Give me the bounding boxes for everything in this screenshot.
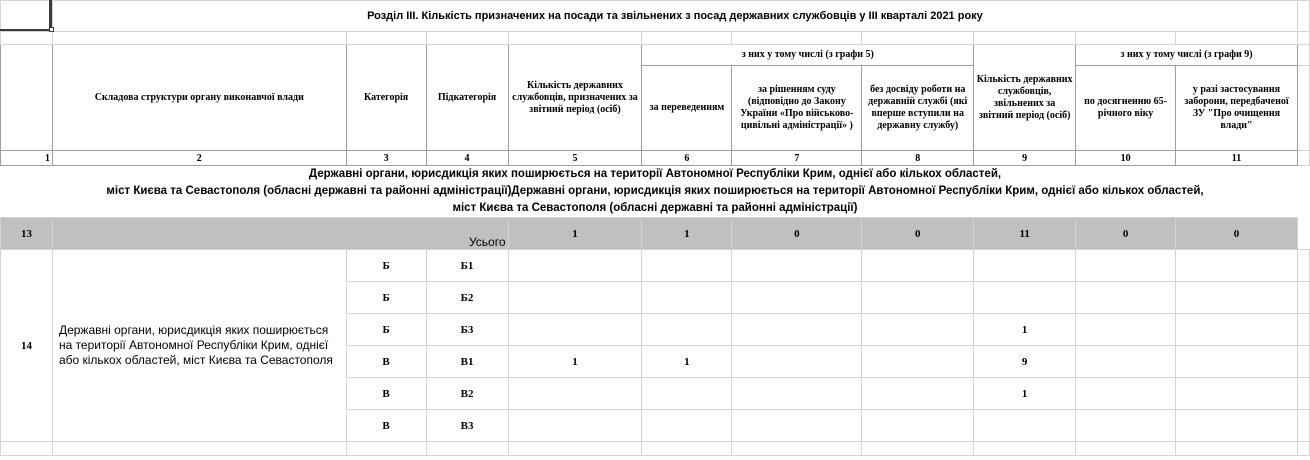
total-court: 0 xyxy=(732,218,862,250)
dismissed-cell[interactable] xyxy=(974,282,1076,314)
col-num-4: 4 xyxy=(426,151,508,166)
category-cell[interactable]: В xyxy=(346,410,426,442)
header-category: Категорія xyxy=(346,45,426,151)
dismissed-cell[interactable]: 9 xyxy=(974,346,1076,378)
transfer-cell[interactable] xyxy=(642,410,732,442)
cell-blank[interactable] xyxy=(1,32,53,45)
header-transfer: за переведенням xyxy=(642,66,732,151)
col-num-3: 3 xyxy=(346,151,426,166)
transfer-cell[interactable] xyxy=(642,282,732,314)
subcategory-cell[interactable]: В1 xyxy=(426,346,508,378)
lustration-cell[interactable] xyxy=(1176,346,1298,378)
category-cell[interactable]: Б xyxy=(346,250,426,282)
cell-blank[interactable] xyxy=(1297,410,1309,442)
category-cell[interactable]: Б xyxy=(346,282,426,314)
dismissed-cell[interactable]: 1 xyxy=(974,314,1076,346)
cell-blank[interactable] xyxy=(426,32,508,45)
cell-blank[interactable] xyxy=(1,442,53,456)
col-num-5: 5 xyxy=(508,151,642,166)
dismissed-cell[interactable] xyxy=(974,250,1076,282)
total-age-65: 0 xyxy=(1076,218,1176,250)
appointed-cell[interactable] xyxy=(508,378,642,410)
dismissed-cell[interactable] xyxy=(974,410,1076,442)
subcategory-cell[interactable]: Б2 xyxy=(426,282,508,314)
no-experience-cell[interactable] xyxy=(862,346,974,378)
cell-blank[interactable] xyxy=(1297,346,1309,378)
dismissed-cell[interactable]: 1 xyxy=(974,378,1076,410)
court-cell[interactable] xyxy=(732,314,862,346)
court-cell[interactable] xyxy=(732,378,862,410)
cell-blank[interactable] xyxy=(1297,1,1309,32)
age-65-cell[interactable] xyxy=(1076,282,1176,314)
lustration-cell[interactable] xyxy=(1176,378,1298,410)
transfer-cell[interactable] xyxy=(642,250,732,282)
cell-blank[interactable] xyxy=(1176,442,1298,456)
report-title: Розділ ІІІ. Кількість призначених на посади та звільнених з посад державних службовців у ІІІ кварталі 2021 року xyxy=(52,1,1297,32)
col-num-6: 6 xyxy=(642,151,732,166)
subcategory-cell[interactable]: В2 xyxy=(426,378,508,410)
cell-blank[interactable] xyxy=(508,32,642,45)
col-num-1: 1 xyxy=(1,151,53,166)
total-dismissed: 11 xyxy=(974,218,1076,250)
appointed-cell[interactable] xyxy=(508,250,642,282)
cell-blank[interactable] xyxy=(862,442,974,456)
age-65-cell[interactable] xyxy=(1076,378,1176,410)
cell-blank[interactable] xyxy=(1297,151,1309,166)
header-lustration: у разі застосування заборони, передбаченої ЗУ "Про очищення влади" xyxy=(1176,66,1298,151)
appointed-cell[interactable]: 1 xyxy=(508,346,642,378)
total-transfer: 1 xyxy=(642,218,732,250)
cell-blank[interactable] xyxy=(52,32,346,45)
cell-blank[interactable] xyxy=(1297,442,1309,456)
col-num-8: 8 xyxy=(862,151,974,166)
cell-blank[interactable] xyxy=(642,32,732,45)
cell-blank[interactable] xyxy=(1297,218,1309,250)
header-age-65: по досягненню 65-річного віку xyxy=(1076,66,1176,151)
cell-blank[interactable] xyxy=(508,442,642,456)
total-row xyxy=(1,218,1310,250)
cell-blank[interactable] xyxy=(1297,378,1309,410)
section-line-1: Державні органи, юрисдикція яких поширюється на території Автономної Республіки Крим, однієї або кількох областей, xyxy=(308,168,1002,180)
cell-blank[interactable] xyxy=(1297,32,1309,45)
cell-blank[interactable] xyxy=(1297,314,1309,346)
transfer-cell[interactable] xyxy=(642,314,732,346)
no-experience-cell[interactable] xyxy=(862,314,974,346)
category-cell[interactable]: Б xyxy=(346,314,426,346)
age-65-cell[interactable] xyxy=(1076,314,1176,346)
category-cell[interactable]: В xyxy=(346,346,426,378)
cell-blank[interactable] xyxy=(862,32,974,45)
total-appointed: 1 xyxy=(508,218,642,250)
col-num-9: 9 xyxy=(974,151,1076,166)
cell-blank[interactable] xyxy=(426,442,508,456)
age-65-cell[interactable] xyxy=(1076,250,1176,282)
cell-blank[interactable] xyxy=(974,442,1076,456)
header-group-9: з них у тому числі (з графи 9) xyxy=(1076,45,1298,66)
cell-corner[interactable] xyxy=(1,1,53,32)
cell-blank[interactable] xyxy=(346,442,426,456)
subcategory-cell[interactable]: Б3 xyxy=(426,314,508,346)
total-row-number: 13 xyxy=(1,218,53,250)
header-blank xyxy=(1,45,53,151)
cell-blank[interactable] xyxy=(346,32,426,45)
subcategory-cell[interactable]: В3 xyxy=(426,410,508,442)
header-structure: Складова структури органу виконавчої влади xyxy=(52,45,346,151)
header-appointed: Кількість державних службовців, призначених за звітний період (осіб) xyxy=(508,45,642,151)
selection-border-bottom xyxy=(0,29,52,31)
court-cell[interactable] xyxy=(732,410,862,442)
subcategory-cell[interactable]: Б1 xyxy=(426,250,508,282)
transfer-cell[interactable]: 1 xyxy=(642,346,732,378)
appointed-cell[interactable] xyxy=(508,410,642,442)
no-experience-cell[interactable] xyxy=(862,378,974,410)
col-num-2: 2 xyxy=(52,151,346,166)
lustration-cell[interactable] xyxy=(1176,314,1298,346)
data-row-number: 14 xyxy=(1,250,53,442)
transfer-cell[interactable] xyxy=(642,378,732,410)
court-cell[interactable] xyxy=(732,250,862,282)
cell-blank[interactable] xyxy=(732,32,862,45)
col-num-10: 10 xyxy=(1076,151,1176,166)
cell-blank[interactable] xyxy=(1297,45,1309,66)
court-cell[interactable] xyxy=(732,346,862,378)
cell-blank[interactable] xyxy=(1076,32,1176,45)
header-dismissed: Кількість державних службовців, звільнених за звітний період (осіб) xyxy=(974,45,1076,151)
appointed-cell[interactable] xyxy=(508,282,642,314)
section-line-2: міст Києва та Севастополя (обласні державні та районні адміністрації)Державні органи, юрисдикція яких поширюється на території Автономної Республіки Крим, однієї або кількох областей, xyxy=(106,185,1204,197)
no-experience-cell[interactable] xyxy=(862,410,974,442)
no-experience-cell[interactable] xyxy=(862,282,974,314)
total-lustration: 0 xyxy=(1176,218,1298,250)
org-name: Державні органи, юрисдикція яких поширюється на території Автономної Республіки Крим, однієї або кількох областей, міст Києва та Севастополя xyxy=(52,250,346,442)
lustration-cell[interactable] xyxy=(1176,250,1298,282)
fill-handle[interactable] xyxy=(49,27,54,32)
cell-blank[interactable] xyxy=(1176,32,1298,45)
header-court: за рішенням суду (відповідно до Закону України «Про військово-цивільні адміністрації» ) xyxy=(732,66,862,151)
header-subcategory: Підкатегорія xyxy=(426,45,508,151)
lustration-cell[interactable] xyxy=(1176,410,1298,442)
selection-border xyxy=(49,0,52,30)
cell-blank[interactable] xyxy=(1297,250,1309,282)
total-label: Усього xyxy=(52,218,508,250)
cell-blank[interactable] xyxy=(732,442,862,456)
col-num-7: 7 xyxy=(732,151,862,166)
no-experience-cell[interactable] xyxy=(862,250,974,282)
cell-blank[interactable] xyxy=(974,32,1076,45)
cell-blank[interactable] xyxy=(1076,442,1176,456)
cell-blank[interactable] xyxy=(1297,66,1309,151)
header-group-5: з них у тому числі (з графи 5) xyxy=(642,45,974,66)
lustration-cell[interactable] xyxy=(1176,282,1298,314)
header-no-experience: без досвіду роботи на державній службі (які вперше вступили на державну службу) xyxy=(862,66,974,151)
appointed-cell[interactable] xyxy=(508,314,642,346)
col-num-11: 11 xyxy=(1176,151,1298,166)
section-line-3: міст Києва та Севастополя (обласні державні та районні адміністрації) xyxy=(452,202,858,214)
court-cell[interactable] xyxy=(732,282,862,314)
cell-blank[interactable] xyxy=(52,442,346,456)
total-no-experience: 0 xyxy=(862,218,974,250)
age-65-cell[interactable] xyxy=(1076,410,1176,442)
cell-blank[interactable] xyxy=(1297,282,1309,314)
category-cell[interactable]: В xyxy=(346,378,426,410)
cell-blank[interactable] xyxy=(642,442,732,456)
table-row xyxy=(1,250,1310,282)
age-65-cell[interactable] xyxy=(1076,346,1176,378)
section-heading xyxy=(1,166,1310,218)
